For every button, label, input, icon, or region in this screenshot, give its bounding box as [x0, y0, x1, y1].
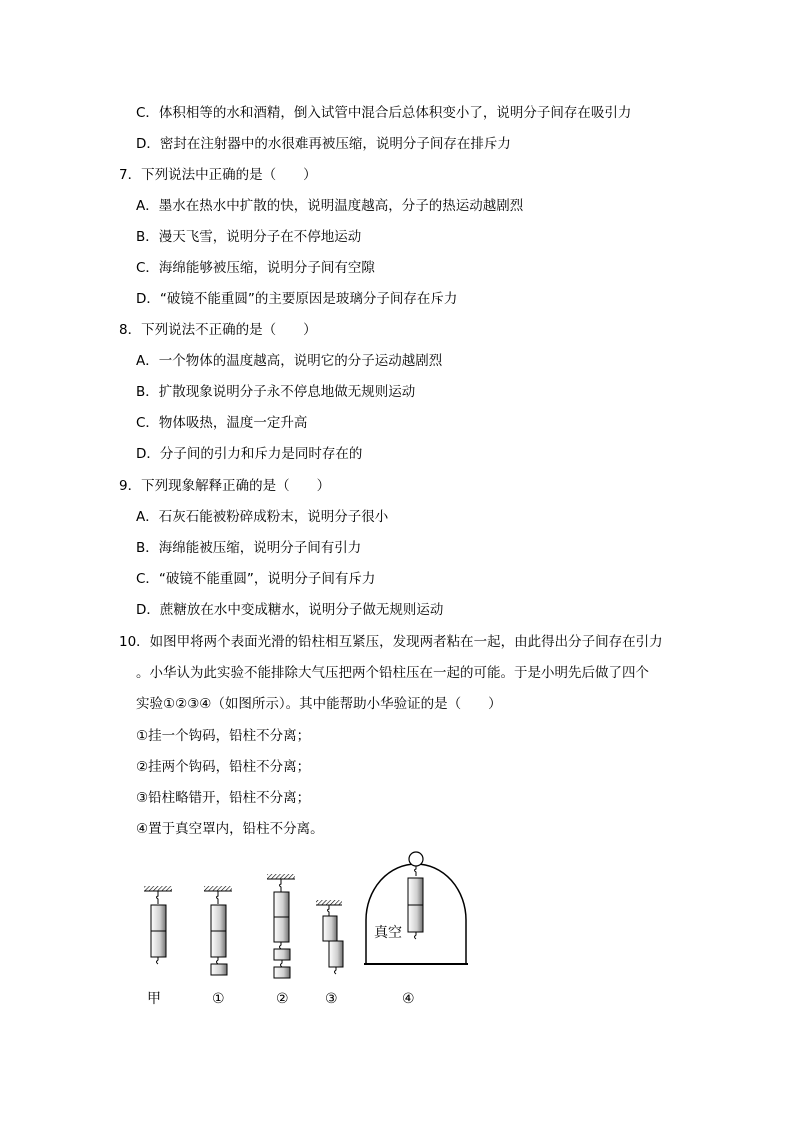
q8-option-c: C．物体吸热，温度一定升高	[136, 415, 308, 431]
q9-stem: 9．下列现象解释正确的是（ ）	[119, 478, 331, 494]
hook-icon	[328, 905, 330, 916]
setup-2	[267, 874, 295, 978]
setup-4	[364, 852, 468, 964]
label-4: ④	[402, 991, 415, 1007]
setup-3	[316, 900, 343, 974]
q7-option-a: A．墨水在热水中扩散的快，说明温度越高，分子的热运动越剧烈	[136, 198, 524, 214]
weight-block	[274, 949, 290, 960]
setup-1	[204, 886, 232, 975]
q10-stem-line-2: 。小华认为此实验不能排除大气压把两个铅柱压在一起的可能。于是小明先后做了四个	[136, 665, 649, 681]
hook-icon	[335, 967, 337, 974]
q10-item-2: ②挂两个钩码，铅柱不分离；	[136, 759, 311, 775]
q7-option-d: D．“破镜不能重圆”的主要原因是玻璃分子间存在斥力	[136, 291, 458, 307]
hook-icon	[280, 879, 282, 892]
jar-knob	[409, 852, 423, 866]
hook-icon	[157, 957, 159, 964]
hook-icon	[157, 891, 159, 904]
weight-block	[274, 967, 290, 978]
label-jia: 甲	[147, 991, 161, 1007]
q7-option-b: B．漫天飞雪，说明分子在不停地运动	[136, 229, 362, 245]
q10-item-1: ①挂一个钩码，铅柱不分离；	[136, 728, 311, 744]
q10-stem-line-1: 10．如图甲将两个表面光滑的铅柱相互紧压，发现两者粘在一起，由此得出分子间存在引力	[119, 634, 663, 650]
q7-stem: 7．下列说法中正确的是（ ）	[119, 167, 317, 183]
label-2: ②	[276, 991, 289, 1007]
q9-option-b: B．海绵能被压缩，说明分子间有引力	[136, 540, 362, 556]
q10-stem-line-3: 实验①②③④（如图所示）。其中能帮助小华验证的是（ ）	[136, 696, 502, 712]
lead-cylinder-lower	[329, 941, 343, 967]
weight-block	[211, 964, 227, 975]
label-1: ①	[212, 991, 225, 1007]
hook-icon	[217, 891, 219, 904]
q6-option-c: C．体积相等的水和酒精，倒入试管中混合后总体积变小了，说明分子间存在吸引力	[136, 105, 632, 121]
q10-item-3: ③铅柱略错开，铅柱不分离；	[136, 790, 311, 806]
q8-option-a: A．一个物体的温度越高，说明它的分子运动越剧烈	[136, 353, 443, 369]
q6-option-d: D．密封在注射器中的水很难再被压缩，说明分子间存在排斥力	[136, 136, 511, 152]
hook-icon	[415, 866, 417, 876]
vacuum-label: 真空	[374, 925, 402, 941]
hook-icon	[281, 960, 283, 967]
setup-jia	[144, 886, 172, 964]
hook-icon	[280, 942, 282, 949]
q10-item-4: ④置于真空罩内，铅柱不分离。	[136, 821, 324, 837]
q8-stem: 8．下列说法不正确的是（ ）	[119, 322, 317, 338]
q9-option-c: C．“破镜不能重圆”，说明分子间有斥力	[136, 571, 376, 587]
hook-icon	[415, 932, 417, 939]
q8-option-d: D．分子间的引力和斥力是同时存在的	[136, 446, 363, 462]
lead-cylinder-upper	[323, 916, 337, 941]
q9-option-a: A．石灰石能被粉碎成粉末，说明分子很小	[136, 509, 389, 525]
ceiling-hatch	[144, 886, 172, 891]
q9-option-d: D．蔗糖放在水中变成糖水，说明分子做无规则运动	[136, 602, 444, 618]
hook-icon	[217, 957, 219, 964]
q8-option-b: B．扩散现象说明分子永不停息地做无规则运动	[136, 384, 416, 400]
label-3: ③	[325, 991, 338, 1007]
q7-option-c: C．海绵能够被压缩，说明分子间有空隙	[136, 260, 375, 276]
